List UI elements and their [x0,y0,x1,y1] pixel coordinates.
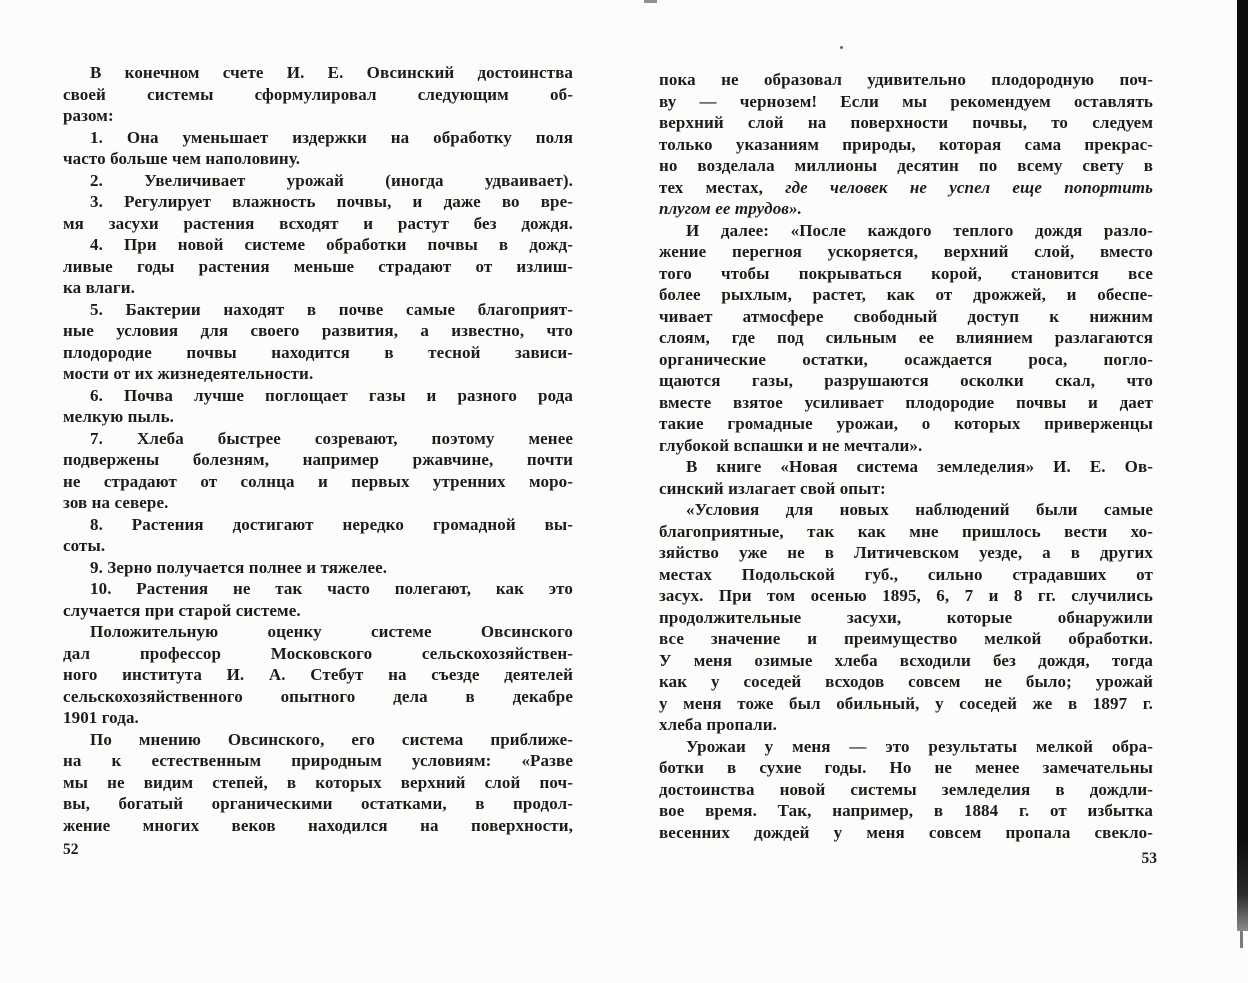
text-line [659,800,1153,822]
text-line [659,736,1153,758]
page-number-left: 52 [63,841,79,858]
text-run: В конечном счете И. Е. Овсинский достоинства [90,63,573,82]
text-run: благоприятные, так как мне пришлось вести хо- [659,521,1153,541]
text-run: 7. Хлеба быстрее созревают, поэтому менее [90,428,573,448]
text-line [63,170,573,192]
text-line [63,256,573,278]
text-line [659,521,1153,543]
text-line [659,628,1153,650]
text-line [63,406,573,428]
text-run: у меня тоже был обильный, у соседей же в 1897 г. [659,693,1153,713]
text-line [63,84,573,106]
text-line [659,607,1153,629]
text-run: на к естественным природным условиям: «Разве [63,751,573,770]
book-spine-scan-bar-tail [1240,931,1243,948]
text-line [659,263,1153,285]
text-run: сельскохозяйственного опытного дела в декабре [63,686,573,706]
text-line [63,772,573,794]
text-run: 1. Она уменьшает издержки на обработку поля [90,127,573,147]
text-line [63,621,573,643]
text-line [659,177,1153,199]
text-run: 6. Почва лучше поглощает газы и разного рода [90,385,573,405]
text-run: мелкую пыль. [63,407,175,426]
text-line [659,155,1153,177]
text-run: ного института И. А. Стебут на съезде деятелей [63,665,573,684]
text-run: более рыхлым, растет, как от дрожжей, и обеспе- [659,285,1153,304]
text-line [659,392,1153,414]
text-line [63,600,573,622]
text-line [63,277,573,299]
text-run: слоям, где под сильным ее влиянием разлагаются [659,328,1153,347]
text-run: «Условия для новых наблюдений были самые [686,500,1153,519]
text-line [63,213,573,235]
text-run: такие громадные урожаи, о которых приверженцы [659,414,1153,433]
text-run: синский излагает свой опыт: [659,478,886,498]
text-line [659,456,1153,478]
text-run: засух. При том осенью 1895, 6, 7 и 8 гг. случились [659,586,1153,605]
text-line [63,686,573,708]
text-run: все значение и преимущество мелкой обработки. [659,629,1153,648]
text-line [659,499,1153,521]
text-line [63,707,573,729]
text-line [63,557,573,579]
book-spine-scan-bar [1237,0,1248,931]
text-line [659,112,1153,134]
left-page-text-column [63,62,573,836]
text-run: зяйство уже не в Литичевском уезде, а в других [659,543,1153,562]
text-line [659,435,1153,457]
text-run: продолжительные засухи, которые обнаружили [659,607,1153,627]
text-line [63,535,573,557]
text-run: случается при старой системе. [63,600,301,620]
text-line [659,564,1153,586]
text-line [63,342,573,364]
text-line [63,234,573,256]
text-run: ву — чернозем! Если мы рекомендуем оставлять [659,91,1153,111]
text-run: ливые годы растения меньше страдают от излиш- [63,256,573,276]
text-line [659,241,1153,263]
text-line [63,815,573,837]
text-run: И далее: «После каждого теплого дождя разло- [686,220,1153,240]
text-run: вы, богатый органическими остатками, в продол- [63,794,573,813]
text-line [659,693,1153,715]
text-run: весенних дождей у меня совсем пропала свекло- [659,822,1153,842]
text-run: У меня озимые хлеба всходили без дождя, тогда [659,650,1153,670]
text-run: щаются газы, разрушаются осколки скал, что [659,371,1153,390]
text-run: того чтобы покрываться корой, становится все [659,263,1153,283]
text-line [659,650,1153,672]
text-run: мости от их жизнедеятельности. [63,364,314,383]
text-run: плодородие почвы находится в тесной зависи- [63,342,573,362]
text-run: зов на севере. [63,493,169,512]
text-line [63,385,573,407]
text-run: чивает атмосфере свободный доступ к нижним [659,306,1153,326]
text-line [659,478,1153,500]
text-line [63,514,573,536]
text-run: 3. Регулирует влажность почвы, и даже во вре- [90,192,573,211]
text-line [659,413,1153,435]
text-run: жение перегноя ускоряется, верхний слой, вместо [659,242,1153,261]
text-line [63,363,573,385]
text-run: В книге «Новая система земледелия» И. Е. Ов- [686,457,1153,476]
text-line [63,449,573,471]
text-line [659,585,1153,607]
text-line [63,299,573,321]
text-line [63,492,573,514]
text-line [63,750,573,772]
text-line [63,127,573,149]
text-run: не страдают от солнца и первых утренних моро- [63,471,573,491]
text-run: 8. Растения достигают нередко громадной вы- [90,514,573,534]
text-run: 4. При новой системе обработки почвы в дожд- [90,235,573,254]
emphasized-text-run: где человек не успел еще попортить [785,177,1153,197]
text-line [63,105,573,127]
right-page-text-column [659,69,1153,843]
text-line [63,428,573,450]
text-run: По мнению Овсинского, его система приближе- [90,729,573,749]
text-line [63,191,573,213]
text-run: соты. [63,536,106,555]
text-line [63,471,573,493]
text-run: Положительную оценку системе Овсинского [90,622,573,641]
text-line [63,643,573,665]
scan-artifact-dot [840,46,843,49]
text-run: пока не образовал удивительно плодородную поч- [659,70,1153,89]
text-line [659,542,1153,564]
text-run: Урожаи у меня — это результаты мелкой обра- [686,736,1153,756]
text-line [659,822,1153,844]
text-run: своей системы сформулировал следующим об- [63,84,573,104]
text-run: глубокой вспашки и не мечтали». [659,435,923,455]
text-run: жение многих веков находился на поверхности, [63,815,573,835]
text-line [659,714,1153,736]
text-run: ботки в сухие годы. Но не менее замечательны [659,758,1153,777]
text-run: ка влаги. [63,278,135,297]
text-run: местах Подольской губ., сильно страдавших от [659,564,1153,584]
text-line [63,320,573,342]
text-line [63,578,573,600]
text-line [63,148,573,170]
text-line [659,327,1153,349]
text-run: органические остатки, осаждается роса, погло- [659,349,1153,369]
page-top-edge-mark [644,0,657,3]
text-line [63,664,573,686]
text-line [63,62,573,84]
text-line [659,779,1153,801]
text-line [63,729,573,751]
text-run: подвержены болезням, например ржавчине, почти [63,450,573,469]
text-run: дал профессор Московского сельскохозяйствен- [63,643,573,663]
text-run: 9. Зерно получается полнее и тяжелее. [90,557,388,577]
text-run: ные условия для своего развития, а известно, что [63,321,573,340]
text-run: как у соседей всходов совсем не было; урожай [659,672,1153,691]
text-line [659,134,1153,156]
text-line [659,220,1153,242]
text-line [659,349,1153,371]
text-line [63,793,573,815]
text-run: мя засухи растения всходят и растут без дождя. [63,213,573,233]
text-line [659,370,1153,392]
text-run: вместе взятое усиливает плодородие почвы и дает [659,392,1153,412]
text-run: вое время. Так, например, в 1884 г. от избытка [659,801,1153,820]
text-line [659,306,1153,328]
text-run: 2. Увеличивает урожай (иногда удваивает). [90,170,573,190]
text-line [659,284,1153,306]
text-run: тех местах, [659,177,786,197]
text-line [659,69,1153,91]
text-run: только указаниям природы, которая сама прекрас- [659,134,1153,154]
page-number-right: 53 [1141,850,1157,867]
text-run: верхний слой на поверхности почвы, то следуем [659,113,1153,132]
text-run: часто больше чем наполовину. [63,149,301,168]
text-line [659,198,1153,220]
text-line [659,757,1153,779]
emphasized-text-run: плугом ее трудов». [659,199,802,218]
text-run: разом: [63,106,114,125]
text-line [659,91,1153,113]
text-run: хлеба пропали. [659,715,778,734]
text-run: достоинства новой системы земледелия в дождли- [659,779,1153,799]
text-run: мы не видим степей, в которых верхний слой поч- [63,772,573,792]
text-run: 1901 года. [63,708,139,727]
text-run: но возделала миллионы десятин по всему свету в [659,156,1153,175]
text-line [659,671,1153,693]
text-run: 10. Растения не так часто полегают, как это [90,579,573,598]
text-run: 5. Бактерии находят в почве самые благоприят- [90,299,573,319]
